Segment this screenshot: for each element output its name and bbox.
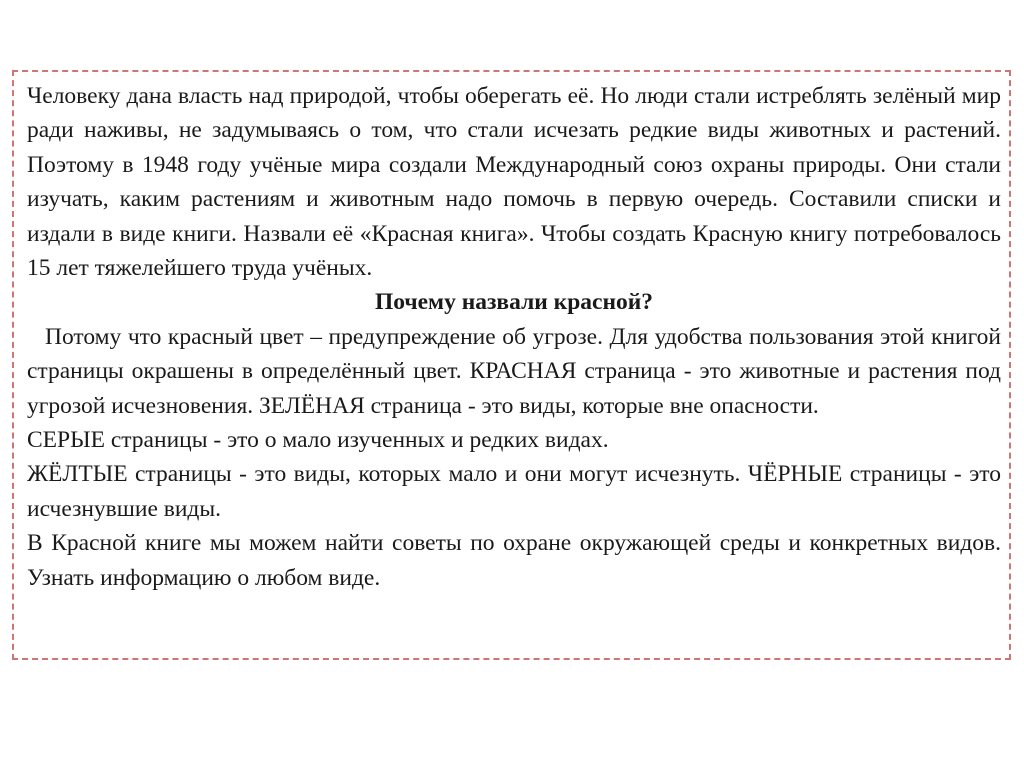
why-red-paragraph: Потому что красный цвет – предупреждение об угрозе. Для удобства пользования этой книгой страницы окрашены в определённый цвет. КРАСНАЯ страница - это животные и растения под угрозой исчезновения. ЗЕЛЁНАЯ страница - это виды, которые вне опасности. [27,323,1001,419]
grey-pages-paragraph: СЕРЫЕ страницы - это о мало изученных и редких видах. [27,427,609,454]
section-heading: Почему назвали красной? [374,289,654,316]
document-body [27,79,1001,595]
intro-paragraph: Человеку дана власть над природой, чтобы оберегать её. Но люди стали истреблять зелёный мир ради наживы, не задумываясь о том, что стали исчезать редкие виды животных и растений. Поэтому в 1948 году учёные мира создали Международный союз охраны природы. Они стали изучать, каким растениям и животным надо помочь в первую очередь. Составили списки и издали в виде книги. Назвали её «Красная книга». Чтобы создать Красную книгу потребовалось 15 лет тяжелейшего труда учёных. [27,83,1001,282]
advice-paragraph: В Красной книге мы можем найти советы по охране окружающей среды и конкретных видов. Узнать информацию о любом виде. [27,530,1001,591]
yellow-black-pages-paragraph: ЖЁЛТЫЕ страницы - это виды, которых мало и они могут исчезнуть. ЧЁРНЫЕ страницы - это исчезнувшие виды. [27,461,1001,522]
